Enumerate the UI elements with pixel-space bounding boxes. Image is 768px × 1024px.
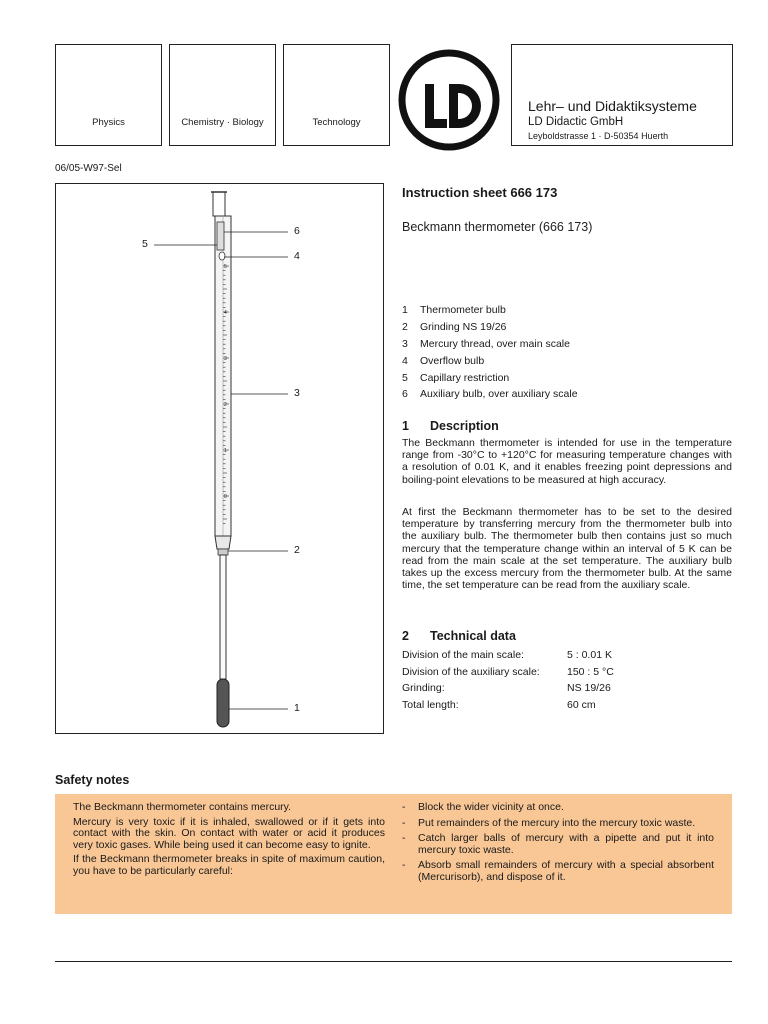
header-label-technology: Technology <box>312 117 361 128</box>
bullet-dash: - <box>402 832 406 845</box>
safety-left-column <box>73 802 385 881</box>
list-item <box>402 319 732 336</box>
safety-heading: Safety notes <box>55 773 130 787</box>
thermometer-drawing <box>56 184 385 735</box>
technical-data-table <box>402 647 732 713</box>
list-item <box>402 336 732 353</box>
safety-paragraph: The Beckmann thermometer contains mercury. <box>73 801 292 813</box>
scale-digit: 4 <box>224 310 227 316</box>
safety-box <box>55 794 732 914</box>
callout-1: 1 <box>294 702 300 714</box>
part-label: Mercury thread, over main scale <box>420 337 570 350</box>
header-label-physics: Physics <box>92 117 125 128</box>
safety-paragraph: If the Beckmann thermometer breaks in spite of maximum caution, you have to be particularly careful: <box>73 853 385 877</box>
page-subtitle: Beckmann thermometer (666 173) <box>402 220 593 234</box>
scale-digit: 0 <box>224 494 227 500</box>
scale-digit: 2 <box>224 402 227 408</box>
callout-6: 6 <box>294 225 300 237</box>
technical-heading <box>402 629 516 643</box>
list-item <box>402 369 732 386</box>
company-box <box>511 44 733 146</box>
section-title: Description <box>430 419 499 433</box>
ld-logo-icon <box>397 48 501 152</box>
table-row <box>402 697 732 714</box>
table-row <box>402 680 732 697</box>
scale-digit: 5 <box>224 264 227 270</box>
bullet-dash: - <box>402 859 406 872</box>
header-label-chemistry-biology: Chemistry · Biology <box>181 117 264 128</box>
footer-divider <box>55 961 732 962</box>
list-item <box>402 860 714 883</box>
page-title: Instruction sheet 666 173 <box>402 185 558 200</box>
part-label: Overflow bulb <box>420 354 485 367</box>
section-number: 1 <box>402 419 409 433</box>
part-label: Thermometer bulb <box>420 304 506 317</box>
company-line1: Lehr– und Didaktiksysteme <box>528 98 697 114</box>
part-label: Capillary restriction <box>420 371 510 384</box>
description-heading <box>402 419 499 433</box>
tech-value: 60 cm <box>567 698 596 711</box>
list-item <box>402 802 714 814</box>
part-number: 1 <box>402 304 408 317</box>
tech-key: Grinding: <box>402 682 445 695</box>
callout-5: 5 <box>142 238 148 250</box>
description-paragraph-1: The Beckmann thermometer is intended for use in the temperature range from -30°C to +120°C for measuring temperature changes with a resolution of 0.01 K, and it enables freezing point depressions and boiling-point elevations to be measured at high accuracy. <box>402 437 732 486</box>
header-box-physics <box>55 44 162 146</box>
part-label: Grinding NS 19/26 <box>420 321 507 334</box>
callout-2: 2 <box>294 544 300 556</box>
section-title: Technical data <box>430 629 516 643</box>
safety-measure: Catch larger balls of mercury with a pipette and put it into mercury toxic waste. <box>418 832 714 856</box>
bullet-dash: - <box>402 801 406 813</box>
table-row <box>402 664 732 681</box>
tech-key: Division of the auxiliary scale: <box>402 665 540 678</box>
header-box-chemistry-biology <box>169 44 276 146</box>
safety-measure: Absorb small remainders of mercury with a special absorbent (Mercurisorb), and dispose of it. <box>418 859 714 883</box>
list-item <box>402 302 732 319</box>
scale-digit: 3 <box>224 356 227 362</box>
part-number: 2 <box>402 321 408 334</box>
safety-paragraph: Mercury is very toxic if it is inhaled, swallowed or if it gets into contact with the skin. On contact with water or acid it produces very toxic gases. While being used it can become easy to ignite. <box>73 815 385 851</box>
list-item <box>402 818 714 830</box>
header-box-technology <box>283 44 390 146</box>
tech-value: 5 : 0.01 K <box>567 649 612 662</box>
tech-key: Total length: <box>402 698 459 711</box>
list-item <box>402 352 732 369</box>
section-number: 2 <box>402 629 409 643</box>
part-label: Auxiliary bulb, over auxiliary scale <box>420 388 578 401</box>
part-number: 4 <box>402 354 408 367</box>
parts-list <box>402 302 732 403</box>
thermometer-figure <box>55 183 384 734</box>
callout-4: 4 <box>294 250 300 262</box>
list-item <box>402 386 732 403</box>
table-row <box>402 647 732 664</box>
scale-digit: 1 <box>224 448 227 454</box>
document-number: 06/05-W97-Sel <box>55 163 122 174</box>
safety-measure: Put remainders of the mercury into the mercury toxic waste. <box>418 816 696 829</box>
safety-measures-list <box>402 802 714 888</box>
company-line2: LD Didactic GmbH <box>528 116 624 128</box>
callout-3: 3 <box>294 387 300 399</box>
bullet-dash: - <box>402 816 406 829</box>
description-paragraph-2: At first the Beckmann thermometer has to be set to the desired temperature by transferring mercury from the thermometer bulb into the auxiliary bulb. The thermometer bulb then contains just so much mercury that the temperature change within an interval of 5 K can be read from the main scale at the set temperature. The auxiliary bulb takes up the excess mercury from the thermometer bulb. At the same time, the set temperature can be read from the auxiliary scale. <box>402 506 732 592</box>
part-number: 3 <box>402 337 408 350</box>
tech-value: 150 : 5 °C <box>567 665 614 678</box>
safety-measure: Block the wider vicinity at once. <box>418 801 564 813</box>
part-number: 6 <box>402 388 408 401</box>
tech-key: Division of the main scale: <box>402 649 524 662</box>
part-number: 5 <box>402 371 408 384</box>
tech-value: NS 19/26 <box>567 682 611 695</box>
company-address: Leyboldstrasse 1 · D-50354 Huerth <box>528 131 669 141</box>
list-item <box>402 833 714 856</box>
